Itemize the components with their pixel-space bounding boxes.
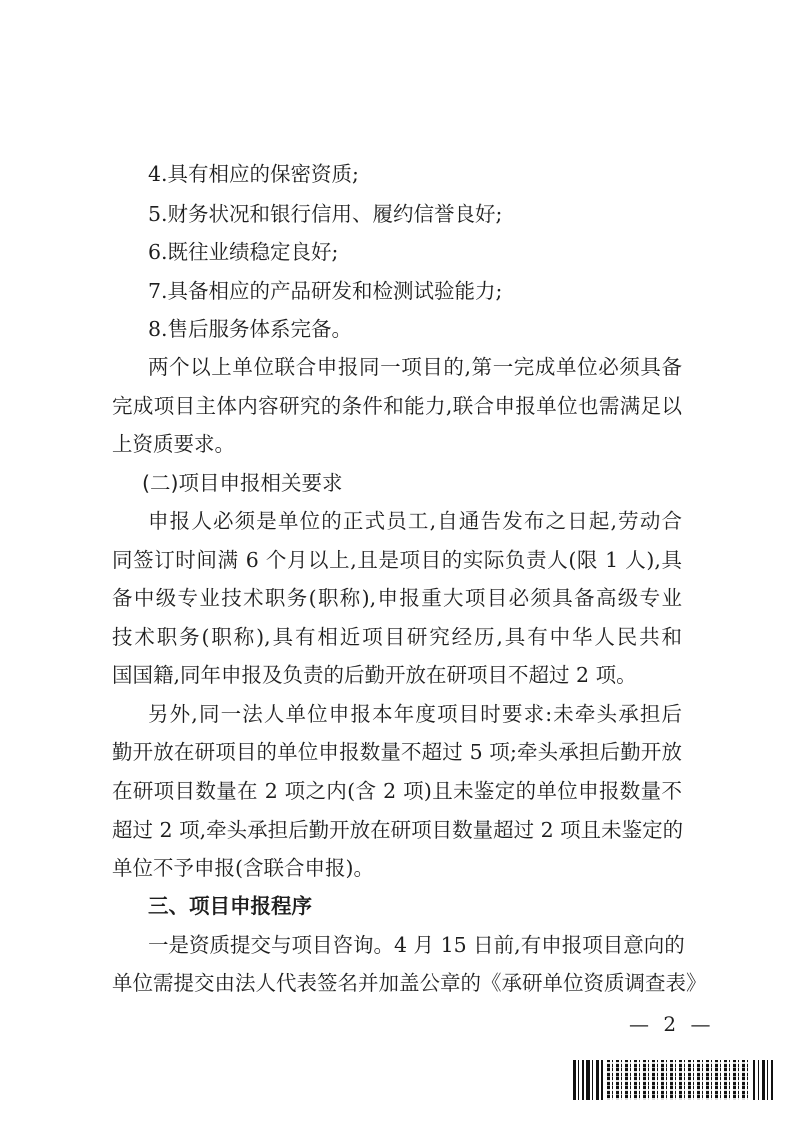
list-item-8: 8.售后服务体系完备。 — [148, 317, 353, 341]
list-item-4: 4.具有相应的保密资质; — [148, 162, 359, 186]
barcode-left-bars — [573, 1060, 603, 1100]
paragraph-applicant-line-5: 国国籍,同年申报及负责的后勤开放在研项目不超过 2 项。 — [112, 663, 637, 687]
list-item-7: 7.具备相应的产品研发和检测试验能力; — [148, 279, 503, 303]
barcode-right-bars — [753, 1060, 773, 1100]
paragraph-qualification-line-1: 一是资质提交与项目咨询。4 月 15 日前,有申报项目意向的 — [148, 933, 685, 957]
paragraph-unit-limits-line-3: 在研项目数量在 2 项之内(含 2 项)且未鉴定的单位申报数量不 — [112, 779, 682, 803]
paragraph-applicant-line-4: 技术职务(职称),具有相近项目研究经历,具有中华人民共和 — [112, 625, 682, 649]
list-item-5: 5.财务状况和银行信用、履约信誉良好; — [148, 202, 503, 226]
paragraph-unit-limits-line-5: 单位不予申报(含联合申报)。 — [112, 856, 374, 880]
paragraph-applicant-line-2: 同签订时间满 6 个月以上,且是项目的实际负责人(限 1 人),具 — [112, 548, 682, 572]
paragraph-joint-application-line-2: 完成项目主体内容研究的条件和能力,联合申报单位也需满足以 — [112, 394, 682, 418]
paragraph-unit-limits-line-4: 超过 2 项,牵头承担后勤开放在研项目数量超过 2 项且未鉴定的 — [112, 818, 684, 842]
barcode-image — [573, 1060, 773, 1100]
paragraph-joint-application-line-3: 上资质要求。 — [112, 432, 235, 456]
paragraph-joint-application-line-1: 两个以上单位联合申报同一项目的,第一完成单位必须具备 — [148, 355, 682, 379]
paragraph-applicant-line-3: 备中级专业技术职务(职称),申报重大项目必须具备高级专业 — [112, 586, 682, 610]
page-number: — 2 — — [629, 1012, 715, 1036]
list-item-6: 6.既往业绩稳定良好; — [148, 240, 339, 264]
barcode-pattern — [607, 1060, 749, 1100]
paragraph-qualification-line-2: 单位需提交由法人代表签名并加盖公章的《承研单位资质调查表》 — [112, 971, 707, 995]
paragraph-unit-limits-line-2: 勤开放在研项目的单位申报数量不超过 5 项;牵头承担后勤开放 — [112, 740, 682, 764]
section-heading-application-procedure: 三、项目申报程序 — [148, 894, 312, 918]
section-heading-application-requirements: (二)项目申报相关要求 — [142, 471, 343, 495]
paragraph-applicant-line-1: 申报人必须是单位的正式员工,自通告发布之日起,劳动合 — [148, 509, 682, 533]
paragraph-unit-limits-line-1: 另外,同一法人单位申报本年度项目时要求:未牵头承担后 — [148, 702, 682, 726]
